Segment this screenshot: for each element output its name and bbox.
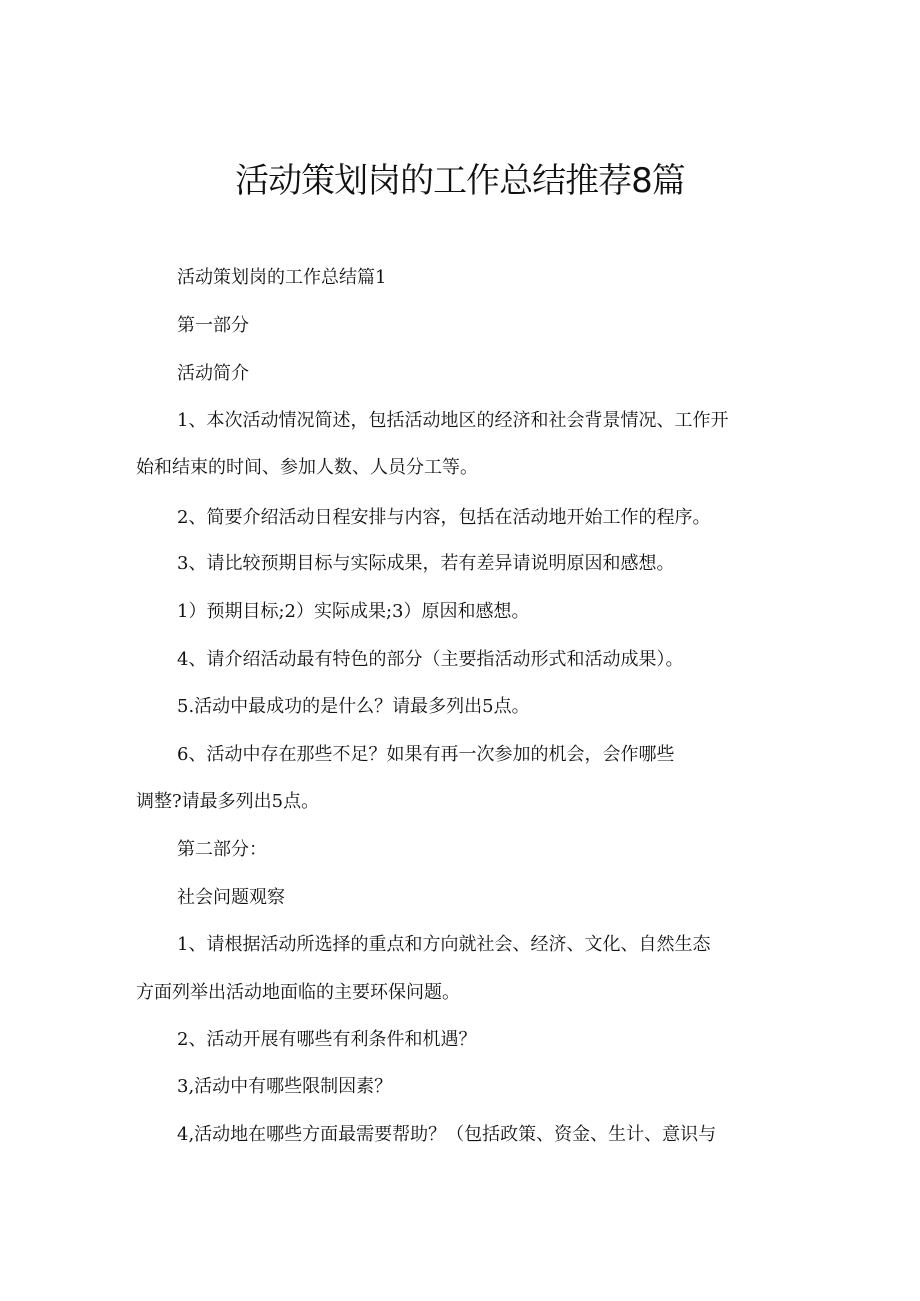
paragraph-line: 5.活动中最成功的是什么？请最多列出5点。 [177, 696, 530, 717]
subsection-heading: 活动简介 [177, 363, 249, 384]
part-heading: 第一部分 [177, 315, 249, 336]
paragraph-line: 调整?请最多列出5点。 [136, 791, 320, 812]
paragraph-line: 6、活动中存在那些不足？如果有再一次参加的机会，会作哪些 [177, 744, 675, 765]
subsection-heading: 社会问题观察 [177, 887, 285, 908]
paragraph-line: 4、请介绍活动最有特色的部分（主要指活动形式和活动成果）。 [177, 649, 684, 670]
paragraph-line: 始和结束的时间、参加人数、人员分工等。 [136, 457, 478, 478]
paragraph-line: 4,活动地在哪些方面最需要帮助？（包括政策、资金、生计、意识与 [177, 1124, 717, 1145]
paragraph-line: 2、简要介绍活动日程安排与内容，包括在活动地开始工作的程序。 [177, 507, 711, 528]
paragraph-line: 方面列举出活动地面临的主要环保问题。 [136, 982, 460, 1003]
paragraph-line: 1）预期目标;2）实际成果;3）原因和感想。 [177, 601, 530, 622]
paragraph-line: 1、本次活动情况简述，包括活动地区的经济和社会背景情况、工作开 [177, 410, 729, 431]
document-title: 活动策划岗的工作总结推荐8篇 [235, 161, 685, 201]
paragraph-line: 3、请比较预期目标与实际成果，若有差异请说明原因和感想。 [177, 553, 675, 574]
section-heading: 活动策划岗的工作总结篇1 [177, 267, 387, 288]
paragraph-line: 2、活动开展有哪些有利条件和机遇？ [177, 1029, 477, 1050]
paragraph-line: 3,活动中有哪些限制因素？ [177, 1076, 393, 1097]
part-heading: 第二部分： [177, 839, 267, 860]
paragraph-line: 1、请根据活动所选择的重点和方向就社会、经济、文化、自然生态 [177, 934, 711, 955]
